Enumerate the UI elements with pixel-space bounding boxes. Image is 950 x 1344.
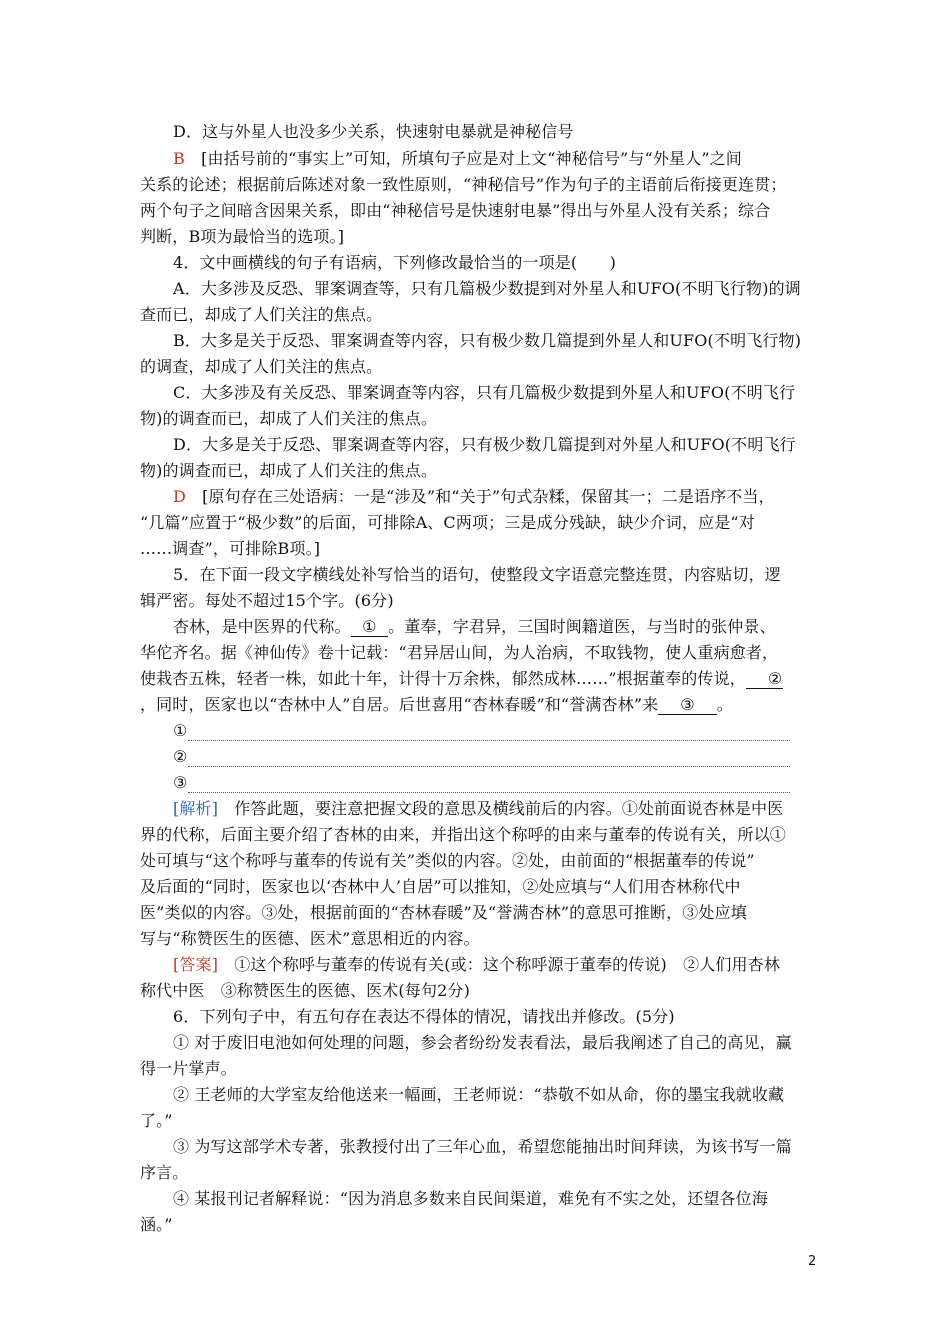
q6-stem: 6．下列句子中，有五句存在表达不得体的情况，请找出并修改。(5分) (173, 1007, 675, 1026)
answer-line-3[interactable]: ③ (173, 773, 790, 793)
blank-2: ② (746, 669, 783, 689)
q5-passage-line-2: 华佗齐名。据《神仙传》卷十记载：“君异居山间，为人治病，不取钱物，使人重病愈者， (140, 643, 779, 662)
q6-item-2-line-2: 了。” (140, 1111, 173, 1130)
q4-option-c-line-2: 物)的调查而已，却成了人们关注的焦点。 (140, 409, 438, 428)
q6-item-4-line-1: ④ 某报刊记者解释说：“因为消息多数来自民间渠道，难免有不实之处，还望各位海 (173, 1189, 768, 1208)
q4-option-b-line-1: B．大多是关于反恐、罪案调查等内容，只有极少数几篇提到外星人和UFO(不明飞行物) (173, 331, 802, 350)
q4-explain-line-3: ……调查”，可排除B项。] (140, 539, 321, 558)
q5-analysis-line-3: 处可填与“这个称呼与董奉的传说有关”类似的内容。②处，由前面的“根据董奉的传说” (140, 851, 755, 870)
q4-answer-letter: D (173, 487, 186, 506)
q5-analysis-line-4: 及后面的“同时，医家也以‘杏林中人’自居”可以推知，②处应填与“人们用杏林称代中 (140, 877, 741, 896)
q6-item-1-line-2: 得一片掌声。 (140, 1059, 237, 1078)
q5-analysis-line-1: [解析] 作答此题，要注意把握文段的意思及横线前后的内容。①处前面说杏林是中医 (173, 799, 784, 818)
q5-analysis-line-2: 界的代称，后面主要介绍了杏林的由来，并指出这个称呼的由来与董奉的传说有关，所以① (140, 825, 787, 844)
q5-stem-line-2: 辑严密。每处不超过15个字。(6分) (140, 591, 394, 610)
blank-1: ① (351, 617, 388, 637)
q4-explain-line-2: “几篇”应置于“极少数”的后面，可排除A、C两项；三是成分残缺，缺少介词，应是“对 (140, 513, 755, 532)
q5-stem-line-1: 5．在下面一段文字横线处补写恰当的语句，使整段文字语意完整连贯，内容贴切，逻 (173, 565, 781, 584)
q4-option-d-line-2: 物)的调查而已，却成了人们关注的焦点。 (140, 461, 438, 480)
q4-option-a-line-1: A．大多涉及反恐、罪案调查等，只有几篇极少数提到对外星人和UFO(不明飞行物)的调 (173, 279, 801, 298)
q6-item-4-line-2: 涵。” (140, 1215, 173, 1234)
q5-passage-line-1: 杏林，是中医界的代称。 ① 。董奉，字君异，三国时闽籍道医，与当时的张仲景、 (173, 617, 776, 636)
q3-explain-line-1: B [由括号前的“事实上”可知，所填句子应是对上文“神秘信号”与“外星人”之间 (173, 149, 742, 168)
q6-item-1-line-1: ① 对于废旧电池如何处理的问题，参会者纷纷发表看法，最后我阐述了自己的高见，赢 (173, 1033, 792, 1052)
answer-line-2[interactable]: ② (173, 747, 790, 767)
blank-3: ③ (658, 695, 716, 715)
answer-line-1[interactable]: ① (173, 721, 790, 741)
analysis-tag: [解析] (173, 799, 219, 818)
q4-stem: 4．文中画横线的句子有语病，下列修改最恰当的一项是( ) (173, 253, 617, 272)
q5-answer-line-2: 称代中医 ③称赞医生的医德、医术(每句2分) (140, 981, 470, 1000)
q4-explain-line-1: D [原句存在三处语病：一是“涉及”和“关于”句式杂糅，保留其一；二是语序不当， (173, 487, 775, 506)
q3-option-d: D．这与外星人也没多少关系，快速射电暴就是神秘信号 (173, 122, 574, 141)
q6-item-2-line-1: ② 王老师的大学室友给他送来一幅画，王老师说：“恭敬不如从命，你的墨宝我就收藏 (173, 1085, 785, 1104)
q4-option-b-line-2: 的调查，却成了人们关注的焦点。 (140, 357, 383, 376)
q5-passage-line-4: ，同时，医家也以“杏林中人”自居。后世喜用“杏林春暖”和“誉满杏林”来 ③ 。 (140, 695, 733, 714)
q3-explain-line-2: 关系的论述；根据前后陈述对象一致性原则，“神秘信号”作为句子的主语前后衔接更连贯； (140, 175, 787, 194)
q4-option-a-line-2: 查而已，却成了人们关注的焦点。 (140, 305, 383, 324)
q3-answer-letter: B (173, 149, 185, 168)
q6-item-3-line-2: 序言。 (140, 1163, 189, 1182)
q4-option-c-line-1: C．大多涉及有关反恐、罪案调查等内容，只有几篇极少数提到外星人和UFO(不明飞行 (173, 383, 796, 402)
page-number: 2 (808, 1254, 817, 1269)
q5-analysis-line-5: 医”类似的内容。③处，根据前面的“杏林春暖”及“誉满杏林”的意思可推断，③处应填 (140, 903, 747, 922)
q5-passage-line-3: 使栽杏五株，轻者一株，如此十年，计得十万余株，郁然成林……”根据董奉的传说， ② (140, 669, 783, 688)
q5-analysis-line-6: 写与“称赞医生的医德、医术”意思相近的内容。 (140, 929, 480, 948)
q3-explain-line-4: 判断，B项为最恰当的选项。] (140, 227, 345, 246)
q6-item-3-line-1: ③ 为写这部学术专著，张教授付出了三年心血，希望您能抽出时间拜读，为该书写一篇 (173, 1137, 792, 1156)
answer-tag: [答案] (173, 955, 219, 974)
q3-explain-line-3: 两个句子之间暗含因果关系，即由“神秘信号是快速射电暴”得出与外星人没有关系；综合 (140, 201, 771, 220)
q5-answer-line-1: [答案] ①这个称呼与董奉的传说有关(或：这个称呼源于董奉的传说) ②人们用杏林 (173, 955, 780, 974)
q4-option-d-line-1: D．大多是关于反恐、罪案调查等内容，只有极少数几篇提到对外星人和UFO(不明飞行 (173, 435, 796, 454)
